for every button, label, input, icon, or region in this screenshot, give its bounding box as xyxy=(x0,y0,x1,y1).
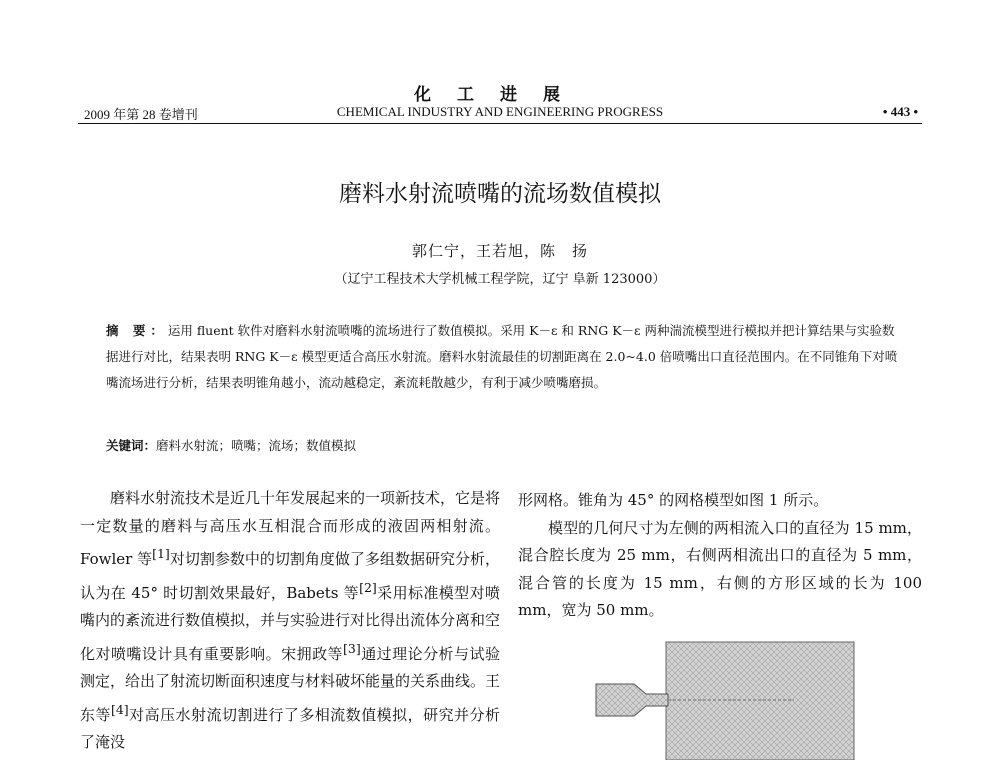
authors: 郭仁宁，王若旭，陈 扬 xyxy=(411,242,588,260)
body-paragraph xyxy=(80,485,500,757)
downstream-domain-mesh xyxy=(666,642,854,760)
body-column-right xyxy=(518,487,922,625)
running-header xyxy=(78,104,922,124)
body-text: 采用标准模型对喷嘴内的紊流进行数值模拟，并与实验进行对比得出流体分离和空化对喷嘴设计具有重要影响。宋拥政等 xyxy=(80,583,501,663)
paper-title: 磨料水射流喷嘴的流场数值模拟 xyxy=(339,181,661,207)
body-paragraph: 模型的几何尺寸为左侧的两相流入口的直径为 15 mm，混合腔长度为 25 mm，右侧两相流出口的直径为 5 mm，混合管的长度为 15 mm，右侧的方形区域的长为 100 mm，宽为 50 mm。 xyxy=(518,518,922,619)
keywords-label: 关键词： xyxy=(106,438,157,453)
body-text: 通过理论分析与试验测定，给出了射流切断面积速度与材料破坏能量的关系曲线。王东等 xyxy=(80,644,501,724)
nozzle-mesh-figure xyxy=(594,640,856,760)
abstract xyxy=(106,318,904,396)
citation: [2] xyxy=(359,579,377,595)
page-number: • 443 • xyxy=(882,104,918,119)
keywords xyxy=(106,436,904,454)
citation: [1] xyxy=(152,546,170,561)
citation: [3] xyxy=(343,640,361,656)
body-text: 对高压水射流切割进行了多相流数值模拟，研究并分析了淹没 xyxy=(80,705,500,751)
body-text: 磨料水射流技术是近几十年发展起来的一项新技术，它是将一定数量的磨料与高压水互相混合而形成的液固两相射流。Fowler 等 xyxy=(80,489,501,568)
citation: [4] xyxy=(110,701,129,717)
abstract-text: 运用 fluent 软件对磨料水射流喷嘴的流场进行了数值模拟。采用 K－ε 和 RNG K－ε 两种湍流模型进行模拟并把计算结果与实验数据进行对比，结果表明 RNG K－ε 模型更适合高压水射流。磨料水射流最佳的切割距离在 2.0~4.0 倍喷嘴出口直径范围内。在不同锥角下对喷嘴流场进行分析，结果表明锥角越小，流动越稳定，紊流耗散越少，有利于减少喷嘴磨损。 xyxy=(106,323,898,390)
nozzle-mesh xyxy=(596,684,668,716)
keywords-text: 磨料水射流；喷嘴；流场；数值模拟 xyxy=(156,438,357,453)
journal-title-cn: 化工进展 xyxy=(414,85,586,105)
body-text: 对切割参数中的切割角度做了多组数据研究分析，认为在 45° 时切割效果最好，Babets 等 xyxy=(80,550,500,602)
abstract-label: 摘 要： xyxy=(106,323,168,338)
affiliation: （辽宁工程技术大学机械工程学院，辽宁 阜新 123000） xyxy=(334,272,666,287)
body-paragraph: 形网格。锥角为 45° 的网格模型如图 1 所示。 xyxy=(518,491,829,509)
issue-info: 2009 年第 28 卷增刊 xyxy=(84,107,198,122)
header-rule xyxy=(78,123,922,124)
body-column-left xyxy=(80,485,500,757)
journal-title-en: CHEMICAL INDUSTRY AND ENGINEERING PROGRESS xyxy=(336,104,664,119)
